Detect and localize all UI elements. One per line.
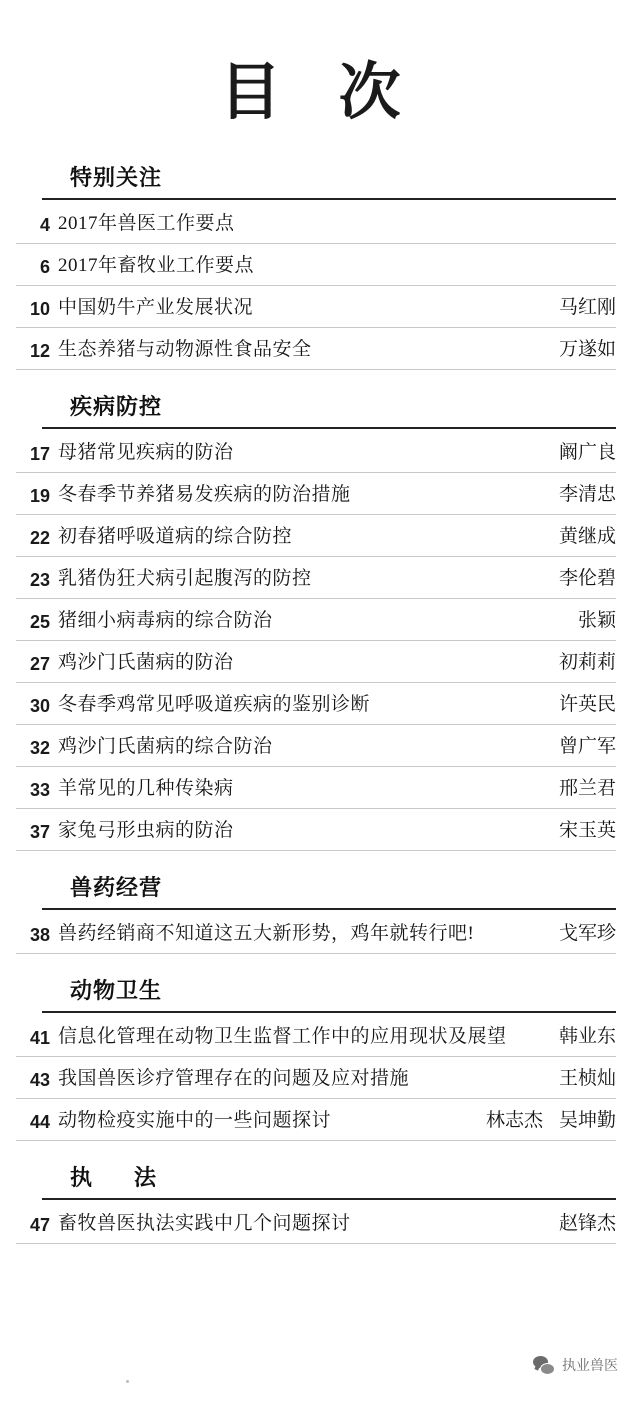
entry-authors bbox=[547, 1063, 616, 1098]
entry-authors bbox=[547, 689, 616, 724]
entry-page-number: 12 bbox=[29, 341, 50, 361]
entry-title[interactable]: 2017年兽医工作要点 bbox=[58, 213, 235, 234]
entry-page-number: 19 bbox=[29, 486, 50, 506]
section-header: 特别关注 bbox=[42, 161, 616, 200]
section-header: 疾病防控 bbox=[42, 390, 616, 429]
footer-label: 执业兽医 bbox=[562, 1357, 618, 1373]
author-name: 初莉莉 bbox=[558, 652, 616, 673]
author-name: 吴坤勤 bbox=[558, 1110, 616, 1131]
toc-section bbox=[16, 161, 624, 370]
entry-title[interactable]: 鸡沙门氏菌病的综合防治 bbox=[58, 736, 273, 757]
author-name: 马红刚 bbox=[558, 297, 616, 318]
entry-title[interactable]: 信息化管理在动物卫生监督工作中的应用现状及展望 bbox=[58, 1026, 507, 1047]
entry-title[interactable]: 家兔弓形虫病的防治 bbox=[58, 820, 234, 841]
entry-authors bbox=[547, 647, 616, 682]
entry-title[interactable]: 冬春季鸡常见呼吸道疾病的鉴别诊断 bbox=[58, 694, 371, 715]
entry-authors bbox=[474, 1105, 616, 1140]
entry-title[interactable]: 冬春季节养猪易发疾病的防治措施 bbox=[58, 484, 351, 505]
entry-authors bbox=[547, 521, 616, 556]
toc-entry[interactable] bbox=[16, 328, 616, 370]
author-name: 阚广良 bbox=[558, 442, 616, 463]
entry-page-number: 44 bbox=[29, 1112, 50, 1132]
toc-entry[interactable] bbox=[16, 1015, 616, 1057]
author-name: 王桢灿 bbox=[558, 1068, 616, 1089]
entry-title[interactable]: 2017年畜牧业工作要点 bbox=[58, 255, 255, 276]
entry-title[interactable]: 猪细小病毒病的综合防治 bbox=[58, 610, 273, 631]
entry-page-number: 41 bbox=[29, 1028, 50, 1048]
author-name: 赵锋杰 bbox=[558, 1213, 616, 1234]
entry-page-number: 47 bbox=[29, 1215, 50, 1235]
author-name: 宋玉英 bbox=[558, 820, 616, 841]
author-name: 林志杰 bbox=[485, 1110, 543, 1131]
author-name: 李伦碧 bbox=[558, 568, 616, 589]
toc-entry[interactable] bbox=[16, 557, 616, 599]
entry-page-number: 37 bbox=[29, 822, 50, 842]
entry-authors bbox=[547, 1021, 616, 1056]
entry-authors bbox=[547, 731, 616, 766]
author-name: 韩业东 bbox=[558, 1026, 616, 1047]
section-header: 执 法 bbox=[42, 1161, 616, 1200]
entry-page-number: 32 bbox=[29, 738, 50, 758]
toc-entry[interactable] bbox=[16, 641, 616, 683]
author-name: 曾广军 bbox=[558, 736, 616, 757]
entry-page-number: 30 bbox=[29, 696, 50, 716]
entry-authors bbox=[547, 479, 616, 514]
author-name: 万遂如 bbox=[558, 339, 616, 360]
author-name: 张颖 bbox=[577, 610, 616, 631]
toc-entry[interactable] bbox=[16, 809, 616, 851]
entry-authors bbox=[547, 437, 616, 472]
entry-title[interactable]: 鸡沙门氏菌病的防治 bbox=[58, 652, 234, 673]
toc-entry[interactable] bbox=[16, 1057, 616, 1099]
entry-title[interactable]: 羊常见的几种传染病 bbox=[58, 778, 234, 799]
entry-title[interactable]: 初春猪呼吸道病的综合防控 bbox=[58, 526, 293, 547]
author-name: 黄继成 bbox=[558, 526, 616, 547]
toc-section bbox=[16, 390, 624, 851]
entry-page-number: 38 bbox=[29, 925, 50, 945]
entry-title[interactable]: 动物检疫实施中的一些问题探讨 bbox=[58, 1110, 332, 1131]
author-name: 邢兰君 bbox=[558, 778, 616, 799]
toc-entry[interactable] bbox=[16, 683, 616, 725]
toc-section bbox=[16, 1161, 624, 1244]
author-name: 戈军珍 bbox=[558, 923, 616, 944]
toc-sections bbox=[16, 161, 624, 1244]
entry-title[interactable]: 生态养猪与动物源性食品安全 bbox=[58, 339, 312, 360]
author-name: 李清忠 bbox=[558, 484, 616, 505]
entry-authors bbox=[547, 334, 616, 369]
entry-page-number: 43 bbox=[29, 1070, 50, 1090]
entry-authors bbox=[547, 773, 616, 808]
toc-entry[interactable] bbox=[16, 725, 616, 767]
entry-page-number: 4 bbox=[39, 215, 50, 235]
entry-authors bbox=[547, 292, 616, 327]
entry-page-number: 22 bbox=[29, 528, 50, 548]
entry-authors bbox=[547, 1208, 616, 1243]
entry-page-number: 25 bbox=[29, 612, 50, 632]
entry-authors bbox=[604, 235, 616, 243]
toc-entry[interactable] bbox=[16, 286, 616, 328]
toc-entry[interactable] bbox=[16, 599, 616, 641]
entry-title[interactable]: 中国奶牛产业发展状况 bbox=[58, 297, 254, 318]
decorative-dot bbox=[126, 1380, 129, 1383]
toc-entry[interactable] bbox=[16, 244, 616, 286]
footer-brand bbox=[533, 1355, 618, 1375]
entry-title[interactable]: 母猪常见疾病的防治 bbox=[58, 442, 234, 463]
entry-authors bbox=[566, 605, 616, 640]
toc-entry[interactable] bbox=[16, 202, 616, 244]
entry-page-number: 27 bbox=[29, 654, 50, 674]
entry-page-number: 33 bbox=[29, 780, 50, 800]
section-header: 兽药经营 bbox=[42, 871, 616, 910]
toc-entry[interactable] bbox=[16, 1202, 616, 1244]
entry-title[interactable]: 乳猪伪狂犬病引起腹泻的防控 bbox=[58, 568, 312, 589]
page-title: 目 次 bbox=[219, 58, 421, 127]
toc-entry[interactable] bbox=[16, 473, 616, 515]
author-name: 许英民 bbox=[558, 694, 616, 715]
entry-authors bbox=[547, 563, 616, 598]
entry-authors bbox=[547, 918, 616, 953]
entry-title[interactable]: 兽药经销商不知道这五大新形势，鸡年就转行吧! bbox=[58, 923, 475, 944]
entry-page-number: 6 bbox=[39, 257, 50, 277]
entry-page-number: 17 bbox=[29, 444, 50, 464]
wechat-icon bbox=[533, 1356, 555, 1375]
toc-entry[interactable] bbox=[16, 1099, 616, 1141]
toc-entry[interactable] bbox=[16, 912, 616, 954]
toc-section bbox=[16, 871, 624, 954]
entry-authors bbox=[604, 277, 616, 285]
section-header: 动物卫生 bbox=[42, 974, 616, 1013]
entry-title[interactable]: 我国兽医诊疗管理存在的问题及应对措施 bbox=[58, 1068, 410, 1089]
toc-entry[interactable] bbox=[16, 431, 616, 473]
entry-page-number: 10 bbox=[29, 299, 50, 319]
toc-section bbox=[16, 974, 624, 1141]
entry-authors bbox=[547, 815, 616, 850]
toc-entry[interactable] bbox=[16, 515, 616, 557]
toc-entry[interactable] bbox=[16, 767, 616, 809]
entry-page-number: 23 bbox=[29, 570, 50, 590]
entry-title[interactable]: 畜牧兽医执法实践中几个问题探讨 bbox=[58, 1213, 351, 1234]
